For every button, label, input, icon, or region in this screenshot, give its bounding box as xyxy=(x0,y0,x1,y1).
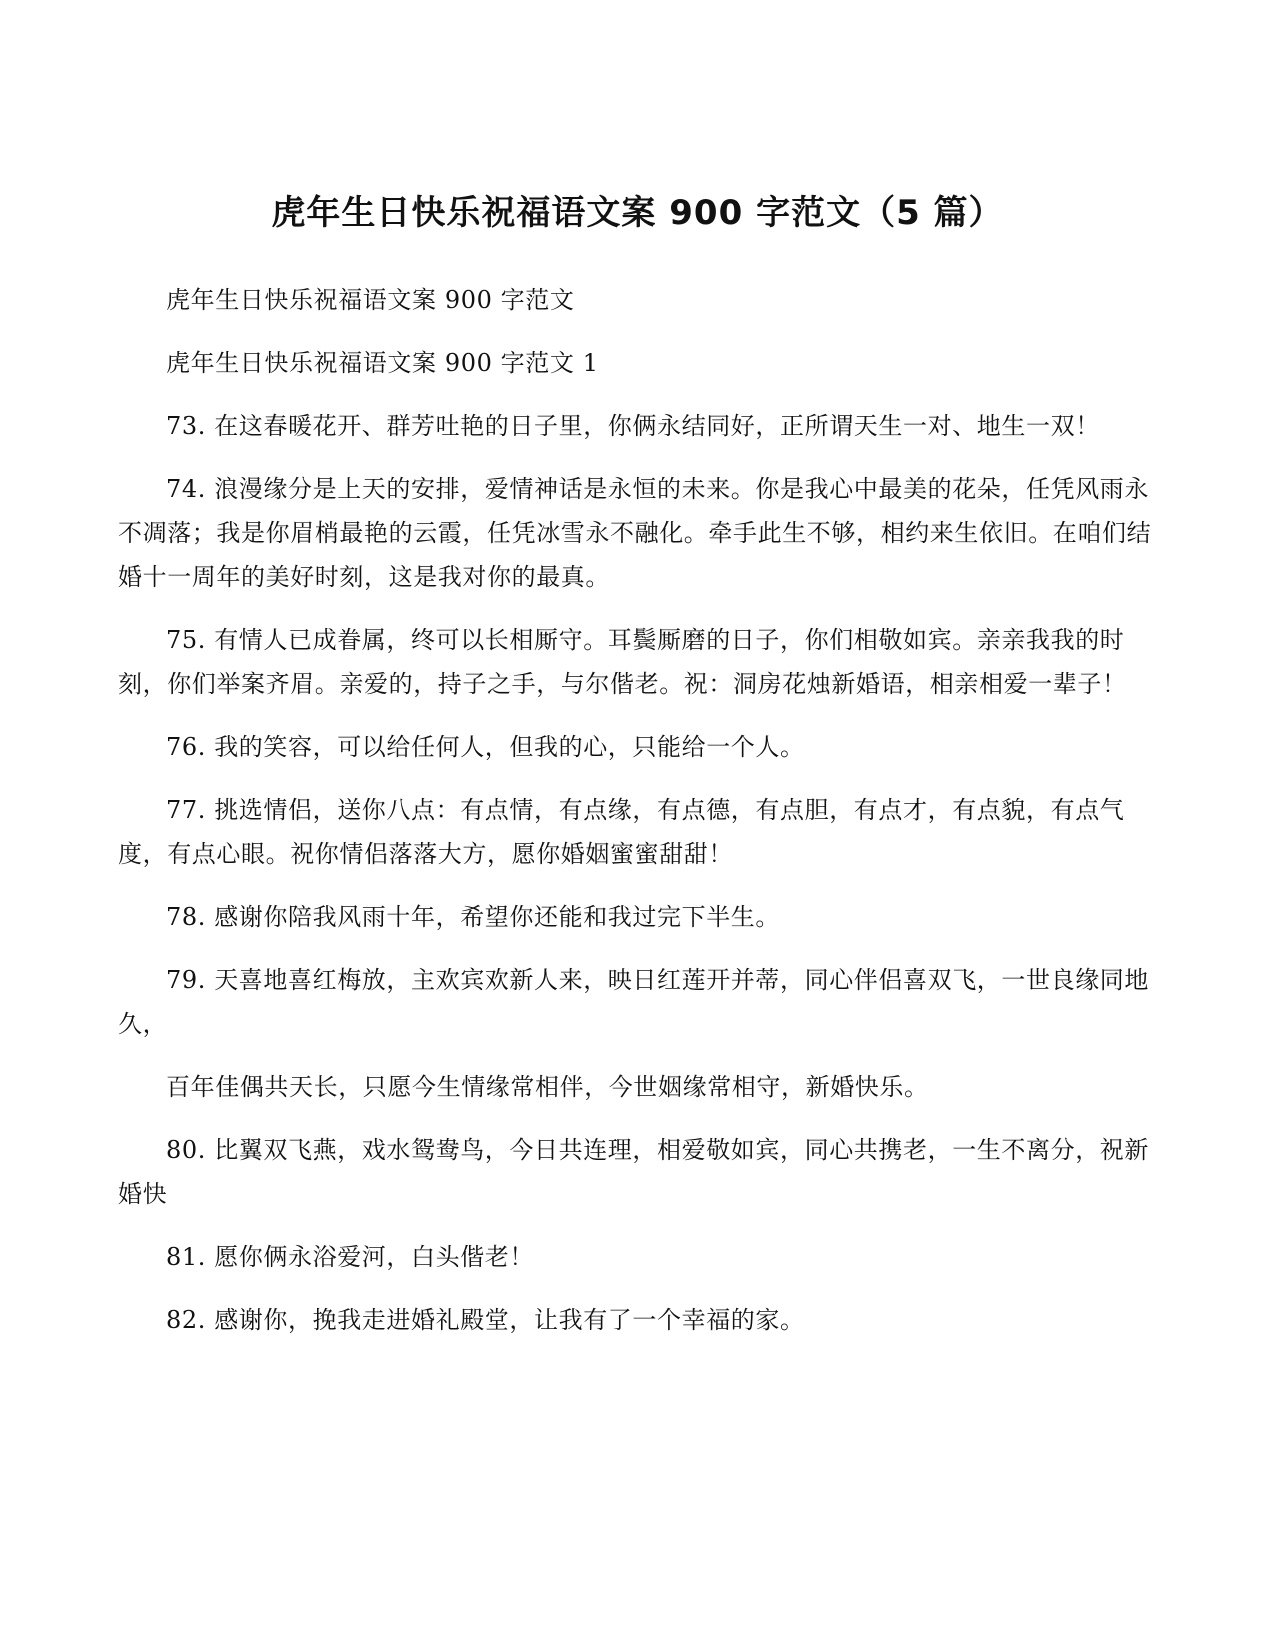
paragraph-80: 80. 比翼双飞燕，戏水鸳鸯鸟，今日共连理，相爱敬如宾，同心共携老，一生不离分，祝新婚快 xyxy=(118,1136,1149,1208)
paragraph-82: 82. 感谢你，挽我走进婚礼殿堂，让我有了一个幸福的家。 xyxy=(166,1306,805,1334)
section-heading-paragraph: 虎年生日快乐祝福语文案 900 字范文 1 xyxy=(166,349,599,377)
document-title: 虎年生日快乐祝福语文案 900 字范文（5 篇） xyxy=(271,193,1004,233)
paragraph-76: 76. 我的笑容，可以给任何人，但我的心，只能给一个人。 xyxy=(166,733,805,761)
subtitle-paragraph: 虎年生日快乐祝福语文案 900 字范文 xyxy=(166,286,575,314)
paragraph-79: 79. 天喜地喜红梅放，主欢宾欢新人来，映日红莲开并蒂，同心伴侣喜双飞，一世良缘同地久， xyxy=(118,966,1149,1038)
document-body xyxy=(118,278,1158,1361)
paragraph-79-continued: 百年佳偶共天长，只愿今生情缘常相伴，今世姻缘常相守，新婚快乐。 xyxy=(166,1073,929,1101)
paragraph-78: 78. 感谢你陪我风雨十年，希望你还能和我过完下半生。 xyxy=(166,903,780,931)
paragraph-73: 73. 在这春暖花开、群芳吐艳的日子里，你俩永结同好，正所谓天生一对、地生一双！ xyxy=(166,412,1100,440)
paragraph-74: 74. 浪漫缘分是上天的安排，爱情神话是永恒的未来。你是我心中最美的花朵，任凭风雨永不凋落；我是你眉梢最艳的云霞，任凭冰雪永不融化。牵手此生不够，相约来生依旧。在咱们结婚十一周年的美好时刻，这是我对你的最真。 xyxy=(118,475,1152,591)
paragraph-75: 75. 有情人已成眷属，终可以长相厮守。耳鬓厮磨的日子，你们相敬如宾。亲亲我我的时刻，你们举案齐眉。亲爱的，持子之手，与尔偕老。祝：洞房花烛新婚语，相亲相爱一辈子！ xyxy=(118,626,1127,698)
paragraph-81: 81. 愿你俩永浴爱河，白头偕老！ xyxy=(166,1243,534,1271)
paragraph-77: 77. 挑选情侣，送你八点：有点情，有点缘，有点德，有点胆，有点才，有点貌，有点气度，有点心眼。祝你情侣落落大方，愿你婚姻蜜蜜甜甜！ xyxy=(118,796,1125,868)
